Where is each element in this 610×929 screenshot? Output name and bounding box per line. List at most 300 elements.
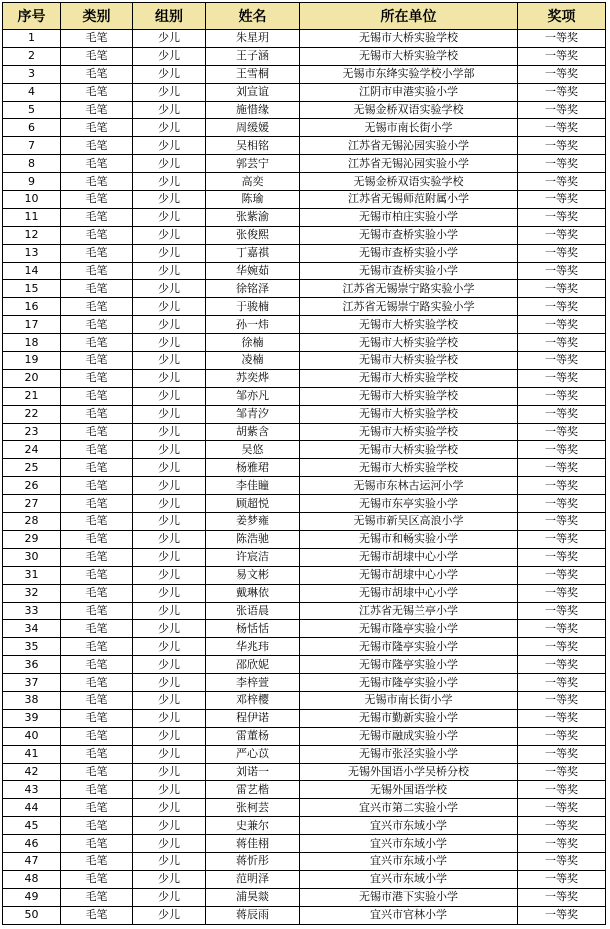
cell-school: 无锡市大桥实验学校 xyxy=(300,352,518,370)
cell-name: 孙一炜 xyxy=(206,316,300,334)
cell-serial-number: 8 xyxy=(3,155,61,173)
cell-category: 毛笔 xyxy=(61,656,133,674)
table-row xyxy=(3,369,606,387)
cell-serial-number: 7 xyxy=(3,137,61,155)
table-row xyxy=(3,477,606,495)
cell-name: 于骏楠 xyxy=(206,298,300,316)
cell-school: 无锡市隆亭实验小学 xyxy=(300,638,518,656)
cell-group: 少儿 xyxy=(133,691,206,709)
cell-award: 一等奖 xyxy=(518,835,606,853)
header-school: 所在单位 xyxy=(300,3,518,30)
cell-school: 无锡金桥双语实验学校 xyxy=(300,101,518,119)
cell-award: 一等奖 xyxy=(518,137,606,155)
cell-award: 一等奖 xyxy=(518,244,606,262)
award-table xyxy=(2,2,606,925)
table-row xyxy=(3,47,606,65)
cell-award: 一等奖 xyxy=(518,691,606,709)
cell-name: 吴悠 xyxy=(206,441,300,459)
table-row xyxy=(3,781,606,799)
cell-school: 无锡市东绛实验学校小学部 xyxy=(300,65,518,83)
cell-group: 少儿 xyxy=(133,870,206,888)
cell-serial-number: 26 xyxy=(3,477,61,495)
cell-award: 一等奖 xyxy=(518,101,606,119)
cell-award: 一等奖 xyxy=(518,405,606,423)
cell-category: 毛笔 xyxy=(61,173,133,191)
cell-award: 一等奖 xyxy=(518,298,606,316)
table-row xyxy=(3,620,606,638)
table-row xyxy=(3,191,606,209)
cell-school: 无锡市胡埭中心小学 xyxy=(300,566,518,584)
cell-school: 宜兴市官林小学 xyxy=(300,906,518,924)
cell-name: 刘诺一 xyxy=(206,763,300,781)
cell-serial-number: 43 xyxy=(3,781,61,799)
cell-serial-number: 12 xyxy=(3,226,61,244)
cell-award: 一等奖 xyxy=(518,459,606,477)
cell-award: 一等奖 xyxy=(518,387,606,405)
cell-award: 一等奖 xyxy=(518,280,606,298)
cell-serial-number: 42 xyxy=(3,763,61,781)
cell-serial-number: 37 xyxy=(3,674,61,692)
cell-category: 毛笔 xyxy=(61,745,133,763)
cell-award: 一等奖 xyxy=(518,316,606,334)
cell-group: 少儿 xyxy=(133,119,206,137)
cell-serial-number: 6 xyxy=(3,119,61,137)
cell-group: 少儿 xyxy=(133,298,206,316)
cell-school: 宜兴市东域小学 xyxy=(300,835,518,853)
table-row xyxy=(3,119,606,137)
cell-school: 无锡市隆亭实验小学 xyxy=(300,620,518,638)
cell-category: 毛笔 xyxy=(61,906,133,924)
cell-group: 少儿 xyxy=(133,47,206,65)
table-row xyxy=(3,244,606,262)
cell-category: 毛笔 xyxy=(61,835,133,853)
cell-serial-number: 1 xyxy=(3,30,61,48)
cell-award: 一等奖 xyxy=(518,155,606,173)
cell-award: 一等奖 xyxy=(518,745,606,763)
cell-category: 毛笔 xyxy=(61,852,133,870)
cell-school: 无锡市大桥实验学校 xyxy=(300,405,518,423)
cell-serial-number: 11 xyxy=(3,208,61,226)
cell-award: 一等奖 xyxy=(518,870,606,888)
table-row xyxy=(3,352,606,370)
cell-school: 宜兴市东域小学 xyxy=(300,870,518,888)
cell-category: 毛笔 xyxy=(61,620,133,638)
cell-serial-number: 27 xyxy=(3,495,61,513)
cell-category: 毛笔 xyxy=(61,674,133,692)
cell-category: 毛笔 xyxy=(61,495,133,513)
cell-serial-number: 24 xyxy=(3,441,61,459)
cell-group: 少儿 xyxy=(133,173,206,191)
cell-school: 无锡市新吴区高浪小学 xyxy=(300,513,518,531)
cell-award: 一等奖 xyxy=(518,513,606,531)
cell-category: 毛笔 xyxy=(61,888,133,906)
cell-award: 一等奖 xyxy=(518,656,606,674)
cell-category: 毛笔 xyxy=(61,405,133,423)
cell-name: 张语晨 xyxy=(206,602,300,620)
header-group: 组别 xyxy=(133,3,206,30)
table-row xyxy=(3,656,606,674)
cell-serial-number: 40 xyxy=(3,727,61,745)
award-list-sheet xyxy=(2,2,606,925)
cell-group: 少儿 xyxy=(133,727,206,745)
cell-award: 一等奖 xyxy=(518,495,606,513)
cell-name: 雷艺楷 xyxy=(206,781,300,799)
cell-category: 毛笔 xyxy=(61,244,133,262)
cell-name: 胡紫含 xyxy=(206,423,300,441)
cell-group: 少儿 xyxy=(133,334,206,352)
cell-award: 一等奖 xyxy=(518,674,606,692)
cell-name: 吴相铭 xyxy=(206,137,300,155)
table-row xyxy=(3,316,606,334)
cell-name: 姜梦雍 xyxy=(206,513,300,531)
cell-category: 毛笔 xyxy=(61,352,133,370)
cell-name: 刘宣谊 xyxy=(206,83,300,101)
table-row xyxy=(3,262,606,280)
cell-name: 易文彬 xyxy=(206,566,300,584)
cell-category: 毛笔 xyxy=(61,47,133,65)
cell-school: 无锡市融成实验小学 xyxy=(300,727,518,745)
cell-serial-number: 44 xyxy=(3,799,61,817)
cell-school: 无锡金桥双语实验学校 xyxy=(300,173,518,191)
cell-serial-number: 15 xyxy=(3,280,61,298)
table-row xyxy=(3,709,606,727)
cell-serial-number: 23 xyxy=(3,423,61,441)
cell-group: 少儿 xyxy=(133,369,206,387)
cell-award: 一等奖 xyxy=(518,65,606,83)
cell-category: 毛笔 xyxy=(61,101,133,119)
cell-category: 毛笔 xyxy=(61,369,133,387)
cell-school: 无锡市勤新实验小学 xyxy=(300,709,518,727)
cell-group: 少儿 xyxy=(133,30,206,48)
cell-award: 一等奖 xyxy=(518,548,606,566)
cell-serial-number: 48 xyxy=(3,870,61,888)
header-name: 姓名 xyxy=(206,3,300,30)
cell-serial-number: 2 xyxy=(3,47,61,65)
cell-school: 无锡外国语学校 xyxy=(300,781,518,799)
cell-group: 少儿 xyxy=(133,208,206,226)
table-row xyxy=(3,745,606,763)
cell-serial-number: 32 xyxy=(3,584,61,602)
cell-award: 一等奖 xyxy=(518,709,606,727)
cell-serial-number: 20 xyxy=(3,369,61,387)
cell-group: 少儿 xyxy=(133,817,206,835)
cell-group: 少儿 xyxy=(133,656,206,674)
cell-category: 毛笔 xyxy=(61,298,133,316)
cell-serial-number: 30 xyxy=(3,548,61,566)
cell-serial-number: 45 xyxy=(3,817,61,835)
cell-name: 杨雅珺 xyxy=(206,459,300,477)
cell-award: 一等奖 xyxy=(518,727,606,745)
table-row xyxy=(3,530,606,548)
cell-category: 毛笔 xyxy=(61,137,133,155)
cell-group: 少儿 xyxy=(133,530,206,548)
table-row xyxy=(3,566,606,584)
cell-name: 顾超悦 xyxy=(206,495,300,513)
cell-award: 一等奖 xyxy=(518,423,606,441)
cell-category: 毛笔 xyxy=(61,566,133,584)
cell-group: 少儿 xyxy=(133,155,206,173)
table-row xyxy=(3,405,606,423)
cell-group: 少儿 xyxy=(133,477,206,495)
cell-school: 无锡市大桥实验学校 xyxy=(300,387,518,405)
header-row xyxy=(3,3,606,30)
cell-group: 少儿 xyxy=(133,459,206,477)
cell-category: 毛笔 xyxy=(61,709,133,727)
cell-serial-number: 3 xyxy=(3,65,61,83)
cell-name: 邵欣妮 xyxy=(206,656,300,674)
table-row xyxy=(3,334,606,352)
cell-name: 丁嘉祺 xyxy=(206,244,300,262)
cell-name: 严心苡 xyxy=(206,745,300,763)
cell-group: 少儿 xyxy=(133,763,206,781)
cell-group: 少儿 xyxy=(133,513,206,531)
cell-school: 无锡市大桥实验学校 xyxy=(300,441,518,459)
cell-name: 徐楠 xyxy=(206,334,300,352)
cell-school: 无锡市大桥实验学校 xyxy=(300,334,518,352)
cell-group: 少儿 xyxy=(133,316,206,334)
cell-award: 一等奖 xyxy=(518,441,606,459)
table-row xyxy=(3,763,606,781)
table-row xyxy=(3,83,606,101)
cell-school: 无锡市胡埭中心小学 xyxy=(300,548,518,566)
cell-category: 毛笔 xyxy=(61,334,133,352)
table-row xyxy=(3,280,606,298)
cell-serial-number: 9 xyxy=(3,173,61,191)
cell-serial-number: 14 xyxy=(3,262,61,280)
table-row xyxy=(3,387,606,405)
cell-serial-number: 25 xyxy=(3,459,61,477)
cell-award: 一等奖 xyxy=(518,852,606,870)
cell-name: 雷董杨 xyxy=(206,727,300,745)
cell-group: 少儿 xyxy=(133,495,206,513)
table-row xyxy=(3,548,606,566)
cell-group: 少儿 xyxy=(133,799,206,817)
cell-school: 无锡市港下实验小学 xyxy=(300,888,518,906)
cell-category: 毛笔 xyxy=(61,638,133,656)
cell-group: 少儿 xyxy=(133,745,206,763)
cell-school: 宜兴市东域小学 xyxy=(300,852,518,870)
table-row xyxy=(3,817,606,835)
table-row xyxy=(3,674,606,692)
cell-category: 毛笔 xyxy=(61,280,133,298)
table-row xyxy=(3,727,606,745)
cell-award: 一等奖 xyxy=(518,352,606,370)
cell-name: 华婉茹 xyxy=(206,262,300,280)
cell-school: 无锡外国语小学吴桥分校 xyxy=(300,763,518,781)
cell-serial-number: 36 xyxy=(3,656,61,674)
header-category: 类别 xyxy=(61,3,133,30)
cell-category: 毛笔 xyxy=(61,226,133,244)
cell-group: 少儿 xyxy=(133,137,206,155)
cell-school: 江苏省无锡沁园实验小学 xyxy=(300,137,518,155)
cell-category: 毛笔 xyxy=(61,817,133,835)
table-row xyxy=(3,495,606,513)
cell-group: 少儿 xyxy=(133,584,206,602)
cell-name: 邓梓樱 xyxy=(206,691,300,709)
cell-award: 一等奖 xyxy=(518,620,606,638)
cell-award: 一等奖 xyxy=(518,638,606,656)
cell-category: 毛笔 xyxy=(61,423,133,441)
cell-school: 江苏省无锡崇宁路实验小学 xyxy=(300,298,518,316)
cell-group: 少儿 xyxy=(133,548,206,566)
table-row xyxy=(3,691,606,709)
cell-award: 一等奖 xyxy=(518,817,606,835)
cell-group: 少儿 xyxy=(133,352,206,370)
cell-category: 毛笔 xyxy=(61,763,133,781)
cell-serial-number: 33 xyxy=(3,602,61,620)
cell-group: 少儿 xyxy=(133,65,206,83)
cell-serial-number: 31 xyxy=(3,566,61,584)
cell-group: 少儿 xyxy=(133,101,206,119)
cell-school: 无锡市东亭实验小学 xyxy=(300,495,518,513)
cell-award: 一等奖 xyxy=(518,262,606,280)
cell-group: 少儿 xyxy=(133,244,206,262)
cell-school: 江苏省无锡兰亭小学 xyxy=(300,602,518,620)
cell-name: 陈浩驰 xyxy=(206,530,300,548)
cell-serial-number: 49 xyxy=(3,888,61,906)
cell-category: 毛笔 xyxy=(61,119,133,137)
cell-school: 无锡市查桥实验小学 xyxy=(300,244,518,262)
cell-name: 浦昊燚 xyxy=(206,888,300,906)
cell-group: 少儿 xyxy=(133,674,206,692)
cell-serial-number: 4 xyxy=(3,83,61,101)
cell-category: 毛笔 xyxy=(61,65,133,83)
cell-name: 施惜缘 xyxy=(206,101,300,119)
cell-award: 一等奖 xyxy=(518,888,606,906)
cell-group: 少儿 xyxy=(133,906,206,924)
cell-category: 毛笔 xyxy=(61,584,133,602)
cell-school: 江苏省无锡崇宁路实验小学 xyxy=(300,280,518,298)
table-row xyxy=(3,441,606,459)
cell-category: 毛笔 xyxy=(61,870,133,888)
cell-award: 一等奖 xyxy=(518,83,606,101)
cell-group: 少儿 xyxy=(133,387,206,405)
cell-serial-number: 41 xyxy=(3,745,61,763)
cell-serial-number: 39 xyxy=(3,709,61,727)
cell-group: 少儿 xyxy=(133,835,206,853)
cell-category: 毛笔 xyxy=(61,477,133,495)
cell-name: 李梓萱 xyxy=(206,674,300,692)
table-row xyxy=(3,226,606,244)
cell-school: 无锡市大桥实验学校 xyxy=(300,423,518,441)
cell-category: 毛笔 xyxy=(61,548,133,566)
cell-serial-number: 46 xyxy=(3,835,61,853)
table-row xyxy=(3,208,606,226)
cell-award: 一等奖 xyxy=(518,530,606,548)
header-award: 奖项 xyxy=(518,3,606,30)
table-row xyxy=(3,173,606,191)
cell-name: 高奕 xyxy=(206,173,300,191)
cell-award: 一等奖 xyxy=(518,226,606,244)
table-row xyxy=(3,835,606,853)
cell-name: 徐铭泽 xyxy=(206,280,300,298)
cell-serial-number: 34 xyxy=(3,620,61,638)
table-row xyxy=(3,423,606,441)
cell-school: 无锡市隆亭实验小学 xyxy=(300,656,518,674)
cell-category: 毛笔 xyxy=(61,262,133,280)
cell-group: 少儿 xyxy=(133,83,206,101)
cell-school: 无锡市隆亭实验小学 xyxy=(300,674,518,692)
cell-category: 毛笔 xyxy=(61,387,133,405)
cell-name: 郭芸宁 xyxy=(206,155,300,173)
cell-category: 毛笔 xyxy=(61,208,133,226)
cell-name: 邹青汐 xyxy=(206,405,300,423)
cell-group: 少儿 xyxy=(133,620,206,638)
cell-award: 一等奖 xyxy=(518,47,606,65)
cell-award: 一等奖 xyxy=(518,30,606,48)
cell-school: 无锡市大桥实验学校 xyxy=(300,47,518,65)
table-row xyxy=(3,906,606,924)
cell-school: 无锡市和畅实验小学 xyxy=(300,530,518,548)
cell-award: 一等奖 xyxy=(518,763,606,781)
cell-group: 少儿 xyxy=(133,423,206,441)
cell-serial-number: 47 xyxy=(3,852,61,870)
cell-group: 少儿 xyxy=(133,781,206,799)
cell-category: 毛笔 xyxy=(61,83,133,101)
cell-serial-number: 10 xyxy=(3,191,61,209)
cell-category: 毛笔 xyxy=(61,191,133,209)
cell-category: 毛笔 xyxy=(61,530,133,548)
cell-group: 少儿 xyxy=(133,405,206,423)
cell-school: 无锡市大桥实验学校 xyxy=(300,459,518,477)
cell-school: 无锡市查桥实验小学 xyxy=(300,226,518,244)
cell-name: 凌楠 xyxy=(206,352,300,370)
cell-name: 周缓媛 xyxy=(206,119,300,137)
cell-school: 无锡市胡埭中心小学 xyxy=(300,584,518,602)
cell-name: 朱星玥 xyxy=(206,30,300,48)
cell-award: 一等奖 xyxy=(518,799,606,817)
cell-name: 张柯芸 xyxy=(206,799,300,817)
cell-category: 毛笔 xyxy=(61,441,133,459)
table-row xyxy=(3,799,606,817)
cell-award: 一等奖 xyxy=(518,602,606,620)
cell-school: 江苏省无锡师范附属小学 xyxy=(300,191,518,209)
cell-school: 无锡市大桥实验学校 xyxy=(300,30,518,48)
table-row xyxy=(3,101,606,119)
cell-school: 无锡市南长街小学 xyxy=(300,691,518,709)
table-row xyxy=(3,137,606,155)
table-row xyxy=(3,155,606,173)
table-row xyxy=(3,459,606,477)
cell-group: 少儿 xyxy=(133,262,206,280)
cell-serial-number: 16 xyxy=(3,298,61,316)
cell-name: 程伊诺 xyxy=(206,709,300,727)
cell-name: 王子涵 xyxy=(206,47,300,65)
cell-serial-number: 5 xyxy=(3,101,61,119)
table-row xyxy=(3,30,606,48)
cell-name: 邹亦凡 xyxy=(206,387,300,405)
cell-name: 范明泽 xyxy=(206,870,300,888)
cell-school: 无锡市张泾实验小学 xyxy=(300,745,518,763)
table-row xyxy=(3,602,606,620)
cell-award: 一等奖 xyxy=(518,906,606,924)
table-row xyxy=(3,513,606,531)
cell-award: 一等奖 xyxy=(518,584,606,602)
cell-serial-number: 50 xyxy=(3,906,61,924)
table-body xyxy=(3,30,606,925)
cell-name: 张紫渝 xyxy=(206,208,300,226)
cell-group: 少儿 xyxy=(133,566,206,584)
cell-school: 无锡市大桥实验学校 xyxy=(300,369,518,387)
cell-category: 毛笔 xyxy=(61,459,133,477)
cell-school: 无锡市南长街小学 xyxy=(300,119,518,137)
table-row xyxy=(3,888,606,906)
cell-name: 蒋忻彤 xyxy=(206,852,300,870)
cell-school: 宜兴市第二实验小学 xyxy=(300,799,518,817)
cell-serial-number: 13 xyxy=(3,244,61,262)
table-row xyxy=(3,584,606,602)
cell-category: 毛笔 xyxy=(61,799,133,817)
